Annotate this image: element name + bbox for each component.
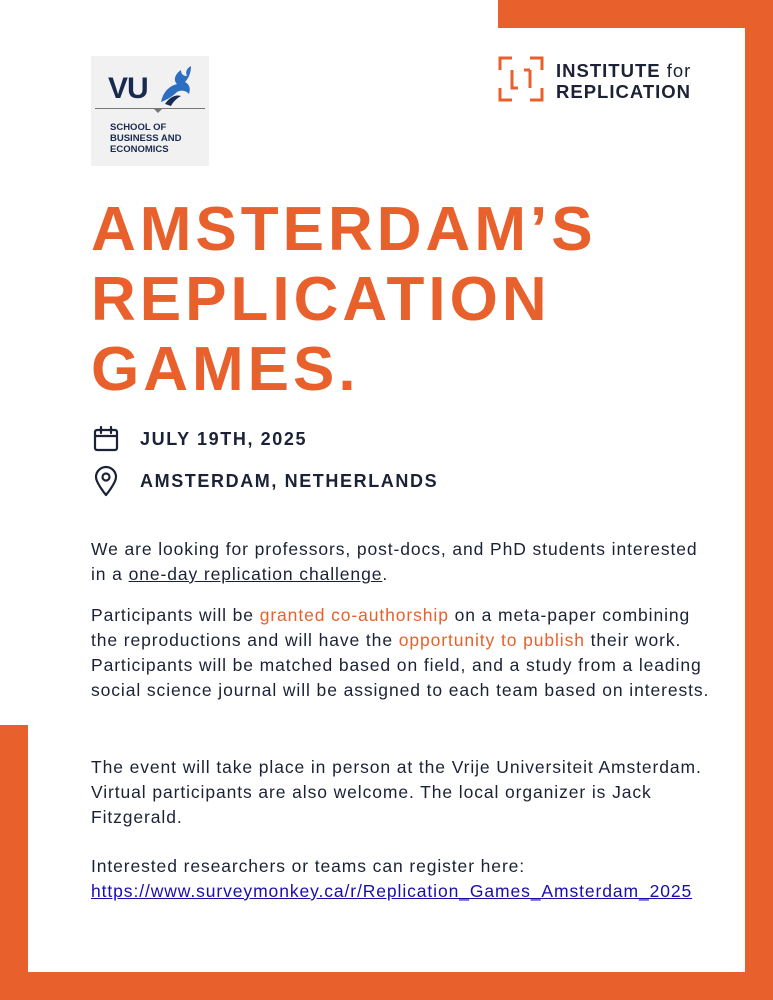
bracket-logo-icon [498, 56, 544, 102]
institute-logo-line1 [556, 60, 691, 81]
intro-period: . [382, 564, 389, 584]
institute-logo-text [556, 60, 691, 102]
for-word: for [666, 60, 692, 81]
map-pin-icon [91, 466, 121, 496]
participation-text-3: their work. Participants will be matched based on field, and a study from a leading social science journal will be assigned to each team based on interests. [91, 630, 710, 700]
vu-school-name: SCHOOL OF BUSINESS AND ECONOMICS [110, 122, 182, 155]
frame-right-bar [745, 0, 773, 1000]
title-line-2: REPLICATION [91, 265, 551, 334]
vu-logo-mark: VU [108, 72, 148, 105]
calendar-icon [91, 424, 121, 454]
vu-logo-rule-notch [153, 108, 163, 113]
frame-left-bar [0, 725, 28, 1000]
event-date: JULY 19TH, 2025 [140, 428, 308, 449]
vu-logo-rule [95, 108, 205, 109]
griffin-icon [155, 64, 195, 106]
participation-paragraph [91, 603, 711, 703]
frame-top-bar [498, 0, 773, 28]
participation-text-1: Participants will be [91, 605, 260, 625]
publish-highlight: opportunity to publish [398, 630, 585, 650]
registration-link[interactable]: https://www.surveymonkey.ca/r/Replication_Games_Amsterdam_2025 [91, 881, 693, 901]
event-location: AMSTERDAM, NETHERLANDS [140, 470, 439, 491]
replication-word: REPLICATION [556, 81, 692, 102]
intro-text: We are looking for professors, post-docs, and PhD students interested in a [91, 539, 698, 584]
intro-paragraph [91, 537, 711, 587]
date-row [91, 424, 307, 454]
challenge-phrase: one-day replication challenge [128, 564, 383, 584]
frame-bottom-bar [0, 972, 773, 1000]
participation-text-2: on a meta-paper combining the reproductions and will have the [91, 605, 691, 650]
coauthorship-highlight: granted co-authorship [259, 605, 449, 625]
title-line-3: GAMES. [91, 335, 360, 404]
institute-word: INSTITUTE [556, 60, 661, 81]
location-row [91, 466, 438, 496]
registration-intro: Interested researchers or teams can register here: [91, 856, 526, 876]
title-line-1: AMSTERDAM’S [91, 195, 597, 264]
registration-paragraph [91, 854, 711, 904]
vu-logo [91, 56, 209, 166]
page-title [91, 195, 597, 405]
venue-paragraph: The event will take place in person at the Vrije Universiteit Amsterdam. Virtual participants are also welcome. The local organizer is Jack Fitzgerald. [91, 757, 702, 827]
